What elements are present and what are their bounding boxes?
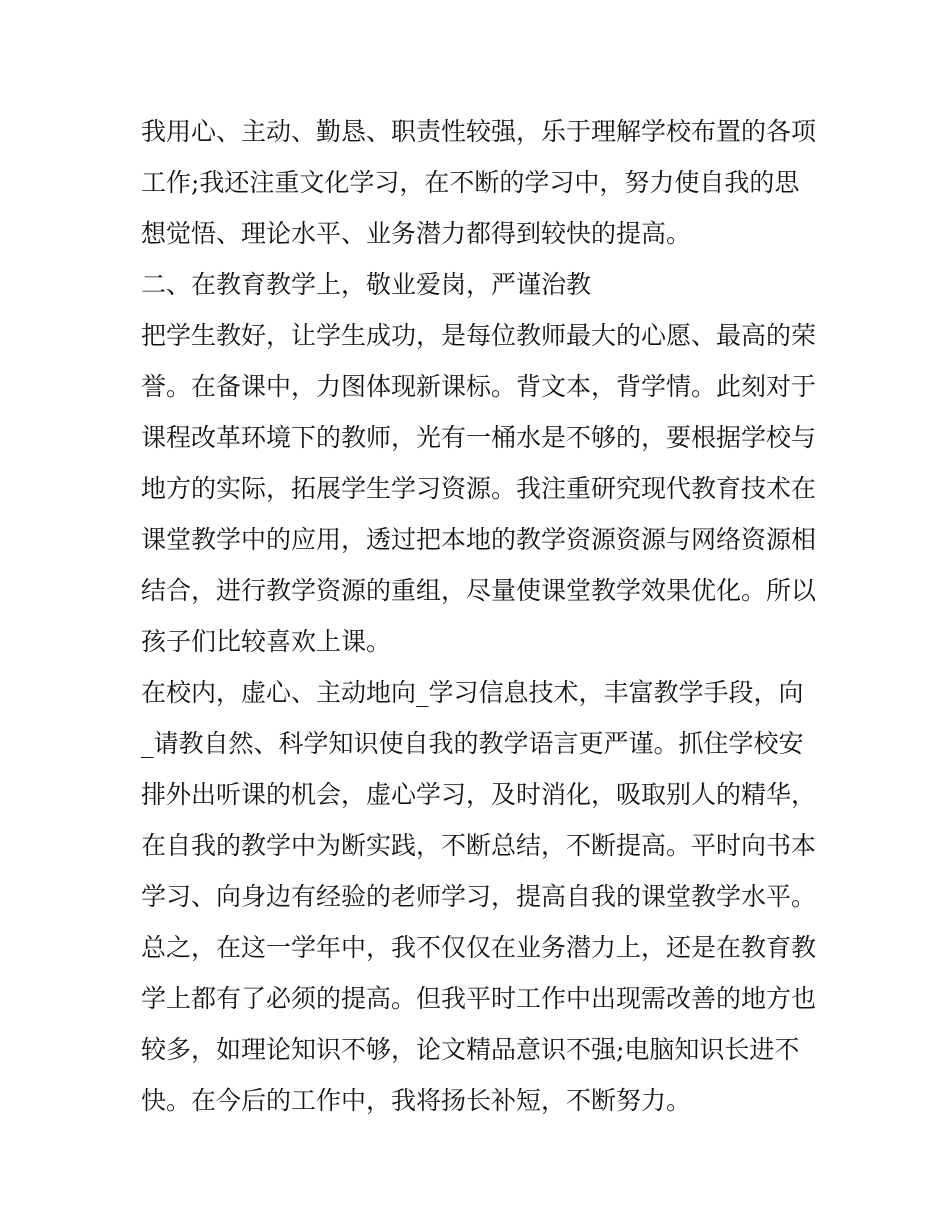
text-line: 我用心、主动、勤恳、职责性较强，乐于理解学校布置的各项 [141, 117, 817, 146]
text-line: _请教自然、科学知识使自我的教学语言更严谨。抓住学校安 [141, 729, 804, 758]
section-heading: 二、在教育教学上，敬业爱岗，严谨治教 [141, 270, 592, 299]
text-line: 学上都有了必须的提高。但我平时工作中出现需改善的地方也 [141, 984, 817, 1013]
text-line: 快。在今后的工作中，我将扬长补短，不断努力。 [141, 1086, 692, 1115]
text-line: 想觉悟、理论水平、业务潜力都得到较快的提高。 [141, 219, 692, 248]
text-line: 学习、向身边有经验的老师学习，提高自我的课堂教学水平。 [141, 882, 817, 911]
text-line: 地方的实际，拓展学生学习资源。我注重研究现代教育技术在 [141, 474, 817, 503]
text-line: 课堂教学中的应用，透过把本地的教学资源资源与网络资源相 [141, 525, 817, 554]
text-line: 在自我的教学中为断实践，不断总结，不断提高。平时向书本 [141, 831, 817, 860]
document-body [141, 106, 821, 1126]
text-line: 课程改革环境下的教师，光有一桶水是不够的，要根据学校与 [141, 423, 817, 452]
text-line: 排外出听课的机会，虚心学习，及时消化，吸取别人的精华， [141, 780, 817, 809]
text-line: 较多，如理论知识不够，论文精品意识不强;电脑知识长进不 [141, 1035, 800, 1064]
text-line: 工作;我还注重文化学习，在不断的学习中，努力使自我的思 [141, 168, 800, 197]
text-line: 誉。在备课中，力图体现新课标。背文本，背学情。此刻对于 [141, 372, 817, 401]
text-line: 在校内，虚心、主动地向_学习信息技术，丰富教学手段，向 [141, 678, 804, 707]
text-line: 结合，进行教学资源的重组，尽量使课堂教学效果优化。所以 [141, 576, 817, 605]
text-line: 总之，在这一学年中，我不仅仅在业务潜力上，还是在教育教 [141, 933, 817, 962]
text-line: 把学生教好，让学生成功，是每位教师最大的心愿、最高的荣 [141, 321, 817, 350]
text-line: 孩子们比较喜欢上课。 [141, 627, 392, 656]
